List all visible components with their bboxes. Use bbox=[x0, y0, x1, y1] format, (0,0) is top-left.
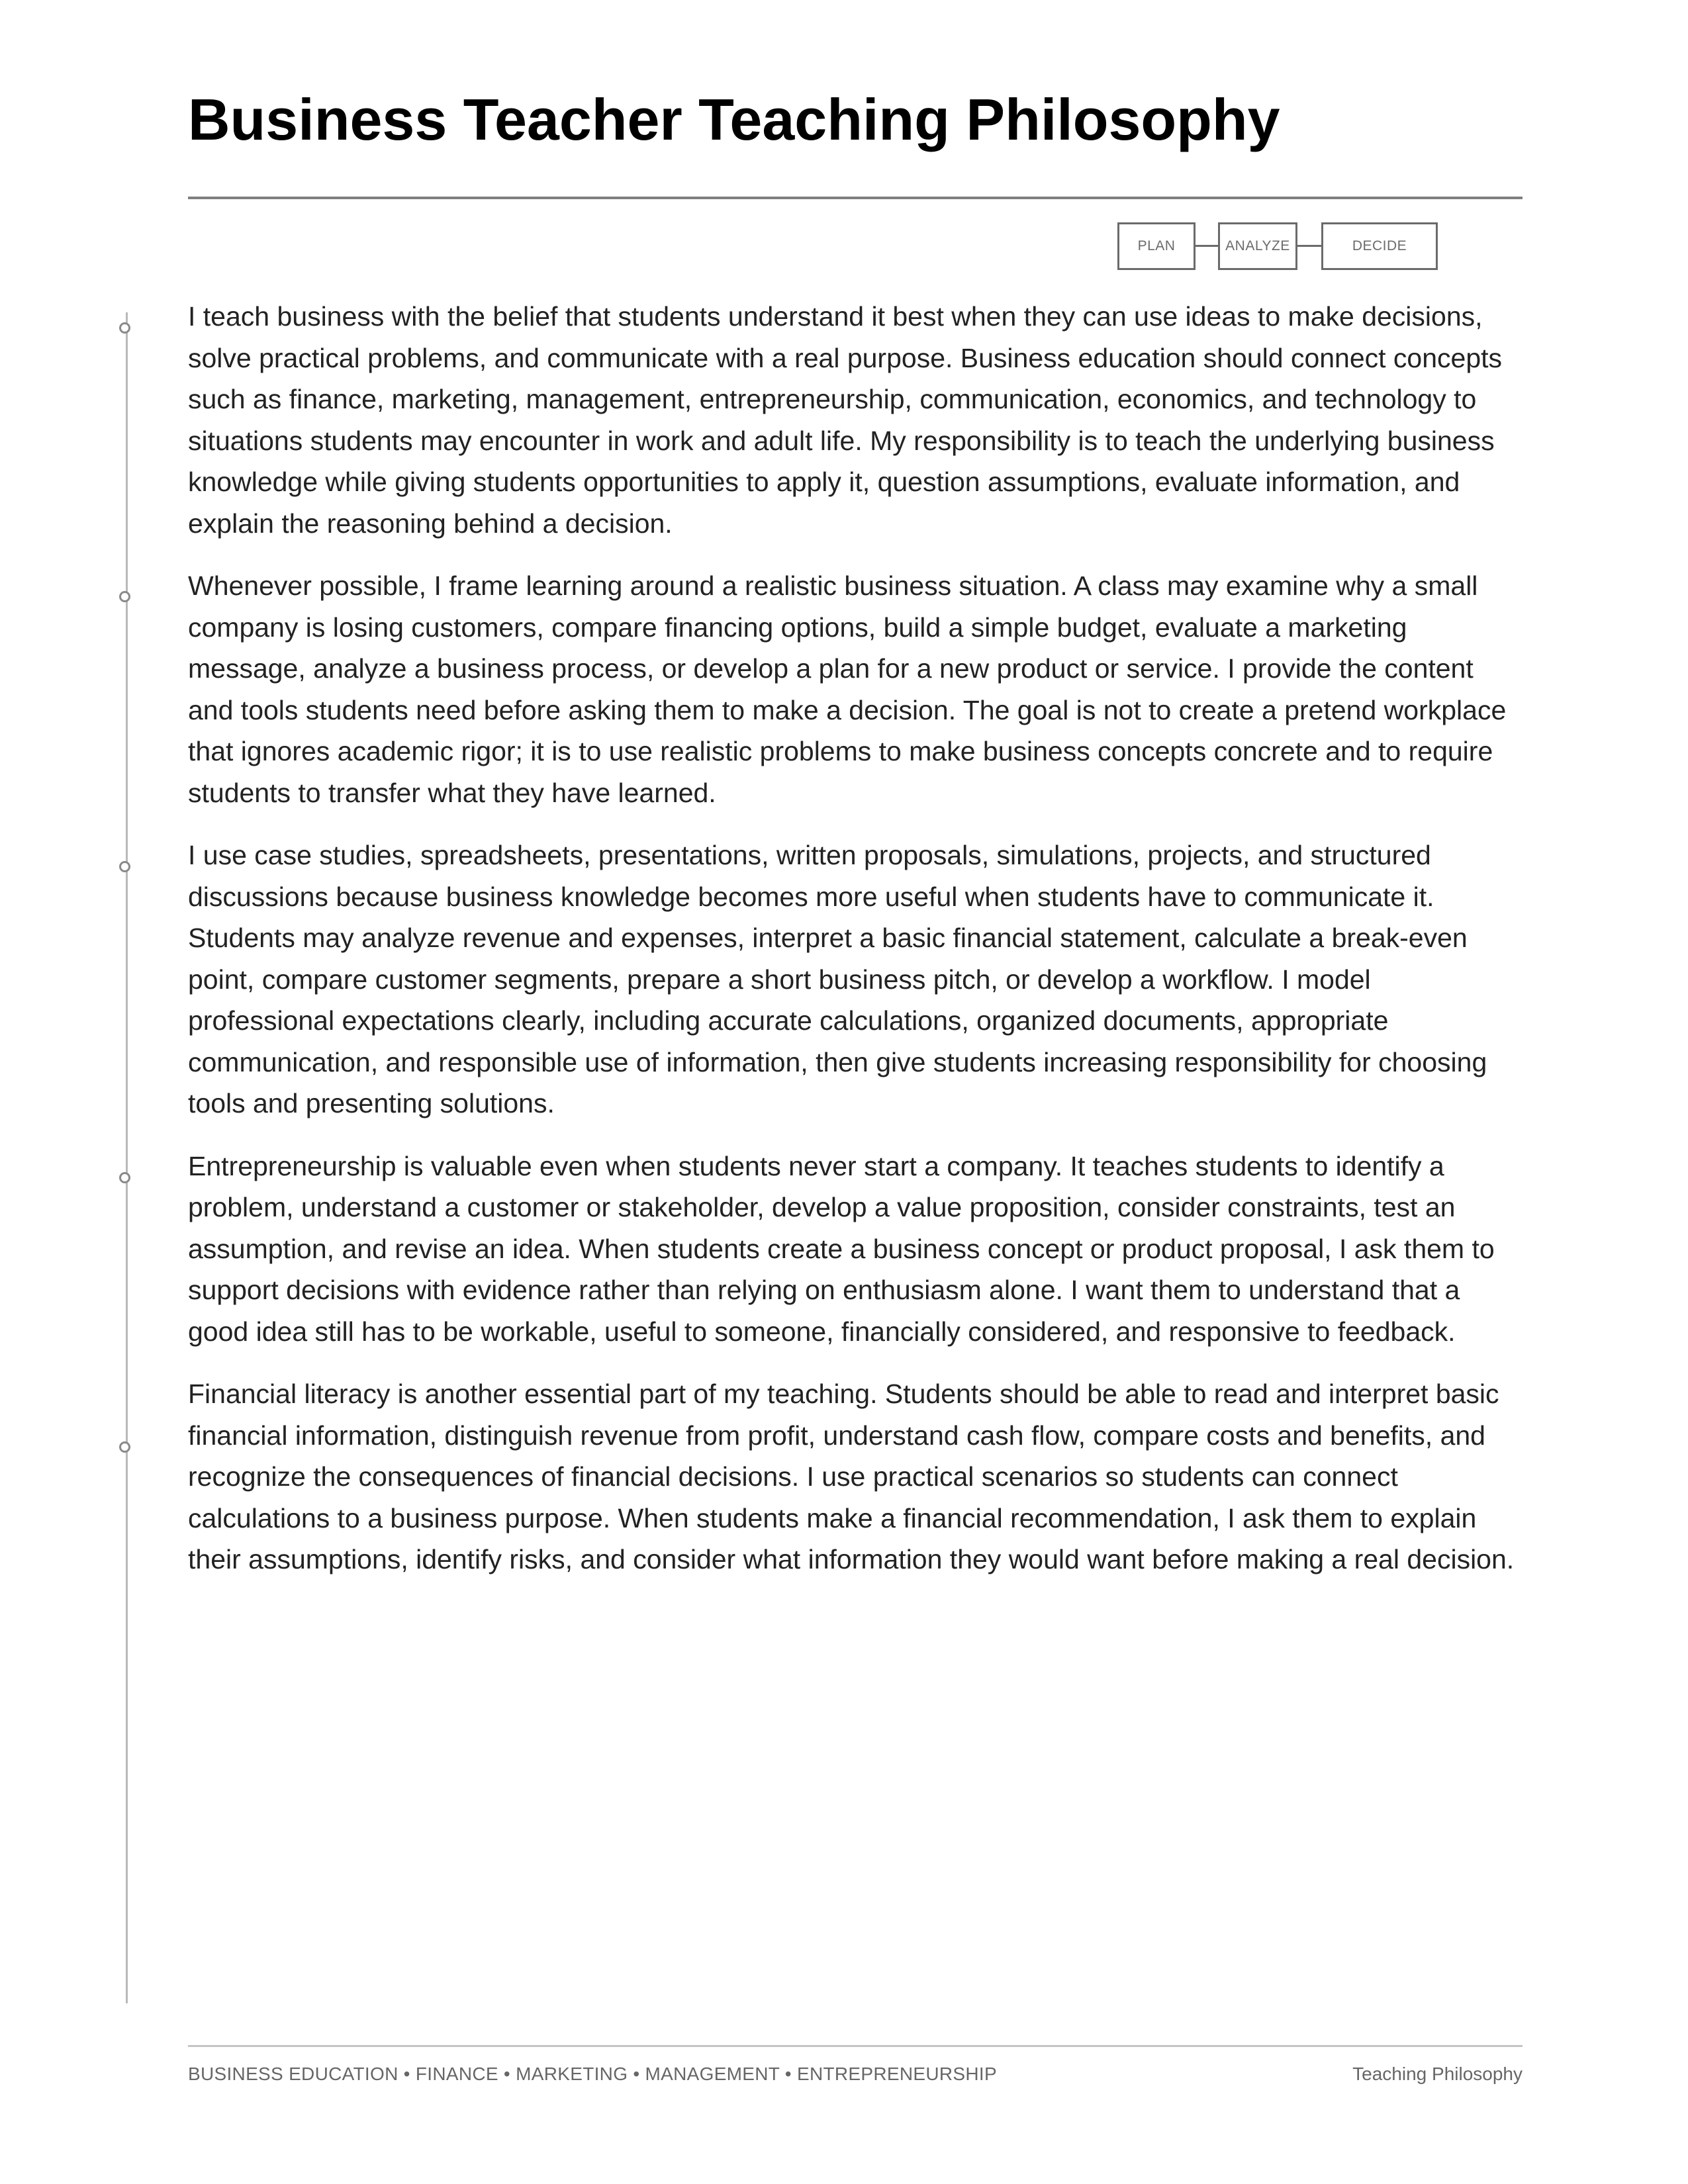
body-text bbox=[188, 296, 1523, 1602]
flow-connector bbox=[1297, 245, 1321, 247]
paragraph: I use case studies, spreadsheets, presentations, written proposals, simulations, projects, and structured discussions because business knowledge becomes more useful when students have to communicate it. Students may analyze revenue and expenses, interpret a basic financial statement, calculate a break-even point, compare customer segments, prepare a short business pitch, or develop a workflow. I model professional expectations clearly, including accurate calculations, organized documents, appropriate communication, and responsible use of information, then give students increasing responsibility for choosing tools and presenting solutions. bbox=[188, 840, 1487, 1118]
paragraph: Entrepreneurship is valuable even when students never start a company. It teaches students to identify a problem, understand a customer or stakeholder, develop a value proposition, consider constraints, test an assumption, and revise an idea. When students create a business concept or product proposal, I ask them to support decisions with evidence rather than relying on enthusiasm alone. I want them to understand that a good idea still has to be workable, useful to someone, financially considered, and responsive to feedback. bbox=[188, 1150, 1495, 1347]
footer-subjects: BUSINESS EDUCATION • FINANCE • MARKETING • MANAGEMENT • ENTREPRENEURSHIP bbox=[188, 2064, 997, 2084]
title-divider bbox=[188, 197, 1523, 199]
timeline-marker bbox=[119, 1441, 130, 1453]
paragraph: Whenever possible, I frame learning around a realistic business situation. A class may examine why a small company is losing customers, compare financing options, build a simple budget, evaluate a marketing message, analyze a business process, or develop a plan for a new product or service. I provide the content and tools students need before asking them to make a decision. The goal is not to create a pretend workplace that ignores academic rigor; it is to use realistic problems to make business concepts concrete and to require students to transfer what they have learned. bbox=[188, 570, 1507, 808]
paragraph: Financial literacy is another essential part of my teaching. Students should be able to read and interpret basic financial information, distinguish revenue from profit, understand cash flow, compare costs and benefits, and recognize the consequences of financial decisions. I use practical scenarios so students can connect calculations to a business purpose. When students make a financial recommendation, I ask them to explain their assumptions, identify risks, and consider what information they would want before making a real decision. bbox=[188, 1379, 1515, 1574]
timeline-line bbox=[126, 312, 128, 2003]
flow-step-plan: PLAN bbox=[1117, 222, 1196, 270]
paragraph: I teach business with the belief that students understand it best when they can use ideas to make decisions, solve practical problems, and communicate with a real purpose. Business education should connect concepts such as finance, marketing, management, entrepreneurship, communication, economics, and technology to situations students may encounter in work and adult life. My responsibility is to teach the underlying business knowledge while giving students opportunities to apply it, question assumptions, evaluate information, and explain the reasoning behind a decision. bbox=[188, 301, 1503, 539]
document-title: Business Teacher Teaching Philosophy bbox=[188, 87, 1280, 152]
process-flow-diagram bbox=[0, 222, 1688, 274]
footer-document-label: Teaching Philosophy bbox=[1352, 2064, 1523, 2084]
flow-step-decide: DECIDE bbox=[1321, 222, 1438, 270]
flow-step-analyze: ANALYZE bbox=[1218, 222, 1297, 270]
timeline-marker bbox=[119, 322, 130, 334]
timeline-marker bbox=[119, 591, 130, 602]
timeline-marker bbox=[119, 1172, 130, 1183]
footer-divider bbox=[188, 2045, 1523, 2047]
flow-connector bbox=[1196, 245, 1218, 247]
timeline-marker bbox=[119, 861, 130, 872]
